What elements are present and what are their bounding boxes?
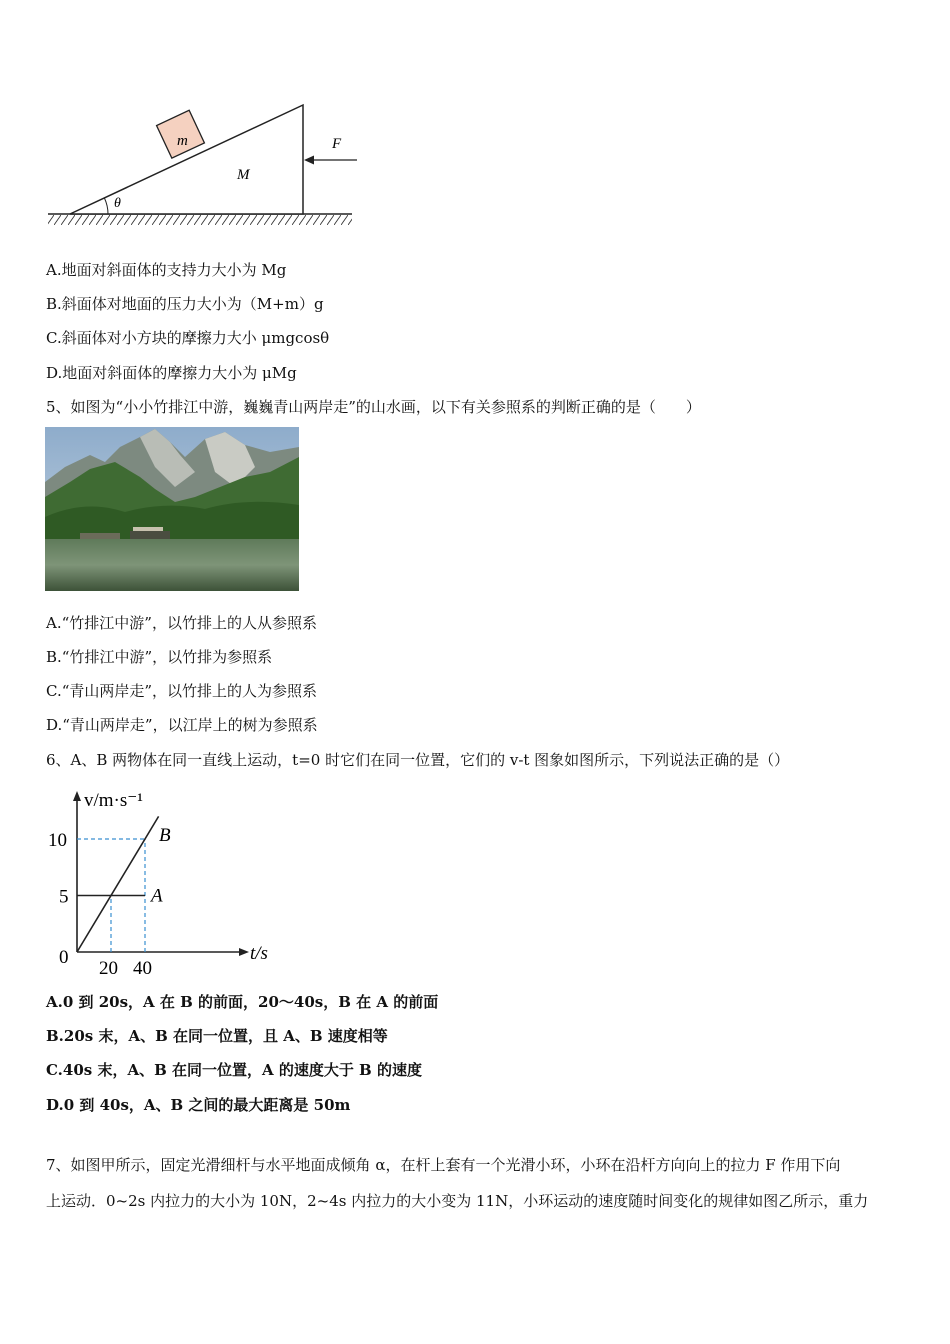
y-tick-5: 5 [59,886,69,908]
series-a-label: A [151,885,163,907]
q5-option-a: A.“竹排江中游”，以竹排上的人从参照系 [46,614,317,632]
ground-hatch [48,215,352,225]
q6-option-b: B.20s 末，A、B 在同一位置，且 A、B 速度相等 [46,1027,388,1045]
q5-option-d: D.“青山两岸走”，以江岸上的树为参照系 [46,716,318,734]
q6-option-a: A.0 到 20s，A 在 B 的前面，20～40s，B 在 A 的前面 [46,993,439,1011]
angle-label: θ [114,196,121,211]
q4-option-d: D.地面对斜面体的摩擦力大小为 μMg [46,364,297,382]
q6-option-d: D.0 到 40s，A、B 之间的最大距离是 50m [46,1096,351,1114]
origin-label: 0 [59,947,69,968]
q6-option-c: C.40s 末，A、B 在同一位置，A 的速度大于 B 的速度 [46,1061,422,1079]
q7-line-2: 上运动．0~2s 内拉力的大小为 10N，2~4s 内拉力的大小变为 11N，小环运动的速度随时间变化的规律如图乙所示，重力 [46,1192,869,1210]
x-tick-40: 40 [133,958,152,979]
landscape-photo [45,427,299,591]
series-b-line [77,816,159,952]
x-axis-arrow [239,948,249,956]
q6-stem: 6、A、B 两物体在同一直线上运动，t=0 时它们在同一位置，它们的 v-t 图象如图所示，下列说法正确的是（） [46,751,790,769]
q5-option-b: B.“竹排江中游”，以竹排为参照系 [46,648,273,666]
x-tick-20: 20 [99,958,118,979]
y-axis-arrow [73,791,81,801]
series-b-label: B [159,825,171,846]
q7-line-1: 7、如图甲所示，固定光滑细杆与水平地面成倾角 α，在杆上套有一个光滑小环，小环在沿杆方向向上的拉力 F 作用下向 [46,1156,841,1174]
y-axis-label: v/m·s⁻¹ [84,790,144,811]
q5-stem: 5、如图为“小小竹排江中游，巍巍青山两岸走”的山水画，以下有关参照系的判断正确的是（ ） [46,398,701,416]
q4-option-a: A.地面对斜面体的支持力大小为 Mg [46,261,287,279]
vt-chart [40,782,290,982]
q4-option-b: B.斜面体对地面的压力大小为（M+m）g [46,295,324,313]
force-arrowhead [304,156,314,165]
q5-option-c: C.“青山两岸走”，以竹排上的人为参照系 [46,682,318,700]
force-label: F [332,136,342,152]
wedge-label: M [237,167,250,183]
block-label: m [177,133,188,149]
x-axis-label: t/s [250,943,268,964]
incline-figure [40,95,360,235]
q4-option-c: C.斜面体对小方块的摩擦力大小 μmgcosθ [46,329,330,347]
y-tick-10: 10 [48,830,67,851]
